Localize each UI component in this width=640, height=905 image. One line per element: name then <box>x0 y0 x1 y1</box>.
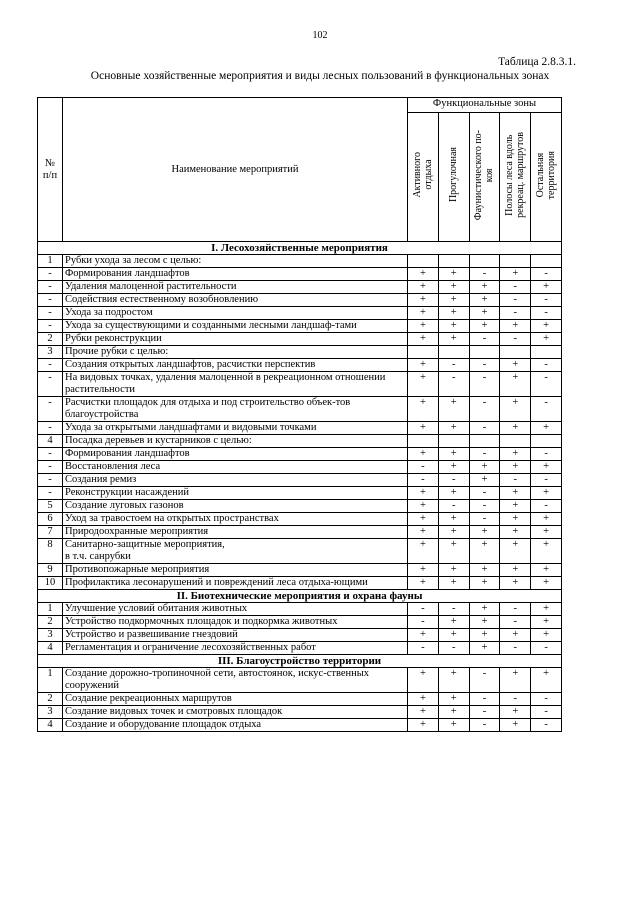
table-row <box>38 474 562 487</box>
table-row <box>38 642 562 655</box>
header-name: Наименование мероприятий <box>63 98 408 242</box>
row-name: Создание и оборудование площадок отдыха <box>63 719 408 732</box>
zone-mark: - <box>531 307 562 320</box>
zone-mark: + <box>408 513 439 526</box>
zone-mark: - <box>438 500 469 513</box>
row-name: Расчистки площадок для отдыха и под строительство объек-тов благоустройства <box>63 397 408 422</box>
row-name: Содействия естественному возобновлению <box>63 294 408 307</box>
table-row <box>38 719 562 732</box>
zone-mark: - <box>438 603 469 616</box>
table-row <box>38 307 562 320</box>
zone-mark: + <box>438 333 469 346</box>
zone-mark: - <box>469 397 500 422</box>
zone-mark: - <box>500 616 531 629</box>
zone-mark: - <box>531 719 562 732</box>
zone-mark: + <box>408 487 439 500</box>
zone-mark <box>531 255 562 268</box>
row-name: Восстановления леса <box>63 461 408 474</box>
page-number: 102 <box>312 30 328 41</box>
section-title: III. Благоустройство территории <box>38 655 562 668</box>
zone-mark <box>469 435 500 448</box>
zone-mark: - <box>408 603 439 616</box>
row-name: Уход за травостоем на открытых пространствах <box>63 513 408 526</box>
zone-mark: + <box>408 629 439 642</box>
row-number: 3 <box>38 346 63 359</box>
zone-mark: - <box>408 642 439 655</box>
zone-mark: + <box>500 461 531 474</box>
row-number: 5 <box>38 500 63 513</box>
zone-mark <box>500 346 531 359</box>
zone-mark: + <box>438 268 469 281</box>
section-header <box>38 242 562 255</box>
header-zone-walking: Прогулочная <box>438 113 469 242</box>
row-name: Природоохранные мероприятия <box>63 526 408 539</box>
zone-mark: + <box>500 719 531 732</box>
zone-mark <box>531 346 562 359</box>
table-row <box>38 320 562 333</box>
row-number: 9 <box>38 564 63 577</box>
table-row <box>38 513 562 526</box>
zone-mark: + <box>408 359 439 372</box>
zone-mark <box>438 435 469 448</box>
table-row <box>38 461 562 474</box>
zone-mark <box>438 346 469 359</box>
row-name: Улучшение условий обитания животных <box>63 603 408 616</box>
row-name: Создания ремиз <box>63 474 408 487</box>
zone-mark: + <box>500 359 531 372</box>
zone-mark: + <box>469 629 500 642</box>
zone-mark <box>408 346 439 359</box>
zone-mark: + <box>438 307 469 320</box>
zone-mark: + <box>408 281 439 294</box>
row-number: 6 <box>38 513 63 526</box>
zone-mark: + <box>408 397 439 422</box>
zone-mark: - <box>531 294 562 307</box>
zone-mark: - <box>469 706 500 719</box>
zone-mark: + <box>500 513 531 526</box>
table-row <box>38 526 562 539</box>
zone-mark: + <box>438 539 469 564</box>
zone-mark: + <box>500 487 531 500</box>
row-name: Ухода за подростом <box>63 307 408 320</box>
zone-mark: + <box>438 668 469 693</box>
table-row <box>38 435 562 448</box>
measures-table <box>37 97 562 732</box>
row-number: 4 <box>38 642 63 655</box>
zone-mark <box>500 435 531 448</box>
zone-mark: + <box>500 577 531 590</box>
zone-mark: + <box>469 281 500 294</box>
zone-mark: + <box>408 294 439 307</box>
row-name: Рубки реконструкции <box>63 333 408 346</box>
table-row <box>38 629 562 642</box>
zone-mark: - <box>531 500 562 513</box>
zone-mark: + <box>408 719 439 732</box>
zone-mark: + <box>531 281 562 294</box>
table-row <box>38 333 562 346</box>
zone-mark <box>408 435 439 448</box>
row-name: Формирования ландшафтов <box>63 268 408 281</box>
zone-mark: + <box>408 577 439 590</box>
zone-mark: - <box>469 513 500 526</box>
zone-mark: + <box>408 500 439 513</box>
table-body <box>38 242 562 732</box>
zone-mark: + <box>438 513 469 526</box>
row-number: - <box>38 294 63 307</box>
zone-mark: + <box>531 320 562 333</box>
row-name: Создание луговых газонов <box>63 500 408 513</box>
zone-mark: + <box>531 564 562 577</box>
row-number: 2 <box>38 616 63 629</box>
zone-mark: - <box>500 474 531 487</box>
row-number: 1 <box>38 603 63 616</box>
row-name: Рубки ухода за лесом с целью: <box>63 255 408 268</box>
zone-mark: + <box>438 616 469 629</box>
zone-mark <box>469 346 500 359</box>
row-number: 4 <box>38 719 63 732</box>
zone-mark: + <box>469 294 500 307</box>
row-number: - <box>38 307 63 320</box>
zone-mark: + <box>500 268 531 281</box>
table-row <box>38 577 562 590</box>
header-zone-other: Остальная территория <box>531 113 562 242</box>
zone-mark: + <box>408 706 439 719</box>
table-row <box>38 564 562 577</box>
zone-mark: - <box>469 693 500 706</box>
row-number: 2 <box>38 693 63 706</box>
zone-mark: - <box>469 487 500 500</box>
row-name: Посадка деревьев и кустарников с целью: <box>63 435 408 448</box>
zone-mark: + <box>438 719 469 732</box>
zone-mark: + <box>500 422 531 435</box>
zone-mark: + <box>500 668 531 693</box>
zone-mark: + <box>438 320 469 333</box>
zone-mark: + <box>469 577 500 590</box>
section-title: I. Лесохозяйственные мероприятия <box>38 242 562 255</box>
zone-mark: + <box>438 294 469 307</box>
row-number: 8 <box>38 539 63 564</box>
zone-mark: - <box>408 474 439 487</box>
zone-mark: - <box>531 372 562 397</box>
row-number: - <box>38 372 63 397</box>
row-number: - <box>38 474 63 487</box>
row-number: 1 <box>38 668 63 693</box>
table-row <box>38 397 562 422</box>
row-number: - <box>38 268 63 281</box>
header-zones-group: Функциональные зоны <box>408 98 562 113</box>
table-row <box>38 616 562 629</box>
zone-mark: - <box>438 642 469 655</box>
zone-mark: + <box>408 693 439 706</box>
zone-mark: + <box>531 629 562 642</box>
zone-mark: + <box>531 539 562 564</box>
zone-mark: + <box>438 564 469 577</box>
zone-mark: - <box>500 333 531 346</box>
zone-mark: + <box>438 577 469 590</box>
zone-mark: - <box>500 642 531 655</box>
row-name: На видовых точках, удаления малоценной в рекреационном отношении растительности <box>63 372 408 397</box>
zone-mark: + <box>500 500 531 513</box>
table-row <box>38 372 562 397</box>
zone-mark: - <box>469 500 500 513</box>
row-number: - <box>38 487 63 500</box>
zone-mark: + <box>408 268 439 281</box>
row-name: Создание дорожно-тропиночной сети, автостоянок, искус-ственных сооружений <box>63 668 408 693</box>
zone-mark <box>469 255 500 268</box>
table-row <box>38 603 562 616</box>
table-row <box>38 255 562 268</box>
zone-mark: - <box>469 448 500 461</box>
zone-mark: + <box>438 693 469 706</box>
zone-mark: + <box>500 526 531 539</box>
zone-mark: - <box>531 397 562 422</box>
zone-mark: - <box>469 333 500 346</box>
header-number: № п/п <box>38 98 63 242</box>
zone-mark: + <box>438 397 469 422</box>
row-number: - <box>38 461 63 474</box>
table-row <box>38 500 562 513</box>
row-name: Создания открытых ландшафтов, расчистки перспектив <box>63 359 408 372</box>
zone-mark: - <box>531 642 562 655</box>
row-name: Профилактика лесонарушений и повреждений леса отдыха-ющими <box>63 577 408 590</box>
zone-mark: + <box>408 333 439 346</box>
table-row <box>38 359 562 372</box>
zone-mark: + <box>531 577 562 590</box>
zone-mark: + <box>408 668 439 693</box>
zone-mark: - <box>500 693 531 706</box>
header-zone-active: Активного отдыха <box>408 113 439 242</box>
zone-mark <box>531 435 562 448</box>
row-number: 10 <box>38 577 63 590</box>
zone-mark: + <box>438 706 469 719</box>
row-name: Создание видовых точек и смотровых площадок <box>63 706 408 719</box>
zone-mark: + <box>531 333 562 346</box>
zone-mark: - <box>408 616 439 629</box>
row-name: Прочие рубки с целью: <box>63 346 408 359</box>
table-row <box>38 706 562 719</box>
zone-mark: + <box>500 539 531 564</box>
zone-mark: - <box>500 603 531 616</box>
zone-mark: + <box>469 539 500 564</box>
zone-mark: + <box>500 372 531 397</box>
zone-mark: + <box>500 564 531 577</box>
zone-mark: - <box>469 422 500 435</box>
zone-mark: + <box>438 281 469 294</box>
zone-mark: + <box>531 668 562 693</box>
header-zone-fauna: Фаунистического по- коя <box>469 113 500 242</box>
zone-mark: - <box>531 268 562 281</box>
table-row <box>38 422 562 435</box>
row-number: - <box>38 320 63 333</box>
zone-mark: + <box>469 474 500 487</box>
row-number: 2 <box>38 333 63 346</box>
zone-mark: - <box>531 693 562 706</box>
zone-mark: + <box>408 448 439 461</box>
zone-mark: + <box>531 526 562 539</box>
zone-mark: - <box>531 474 562 487</box>
zone-mark: - <box>438 359 469 372</box>
row-name: Устройство и развешивание гнездовий <box>63 629 408 642</box>
table-title: Основные хозяйственные мероприятия и виды лесных пользований в функциональных зонах <box>90 70 550 82</box>
table-row <box>38 487 562 500</box>
section-header <box>38 590 562 603</box>
row-name: Удаления малоценной растительности <box>63 281 408 294</box>
zone-mark: + <box>408 307 439 320</box>
zone-mark: - <box>469 268 500 281</box>
zone-mark <box>408 255 439 268</box>
zone-mark: + <box>438 448 469 461</box>
row-name: Регламентация и ограничение лесохозяйственных работ <box>63 642 408 655</box>
row-number: - <box>38 397 63 422</box>
row-number: - <box>38 448 63 461</box>
row-number: - <box>38 422 63 435</box>
zone-mark: - <box>500 281 531 294</box>
row-name: Реконструкции насаждений <box>63 487 408 500</box>
zone-mark: - <box>408 461 439 474</box>
zone-mark: - <box>469 719 500 732</box>
row-number: 3 <box>38 629 63 642</box>
zone-mark: + <box>408 372 439 397</box>
zone-mark: + <box>531 461 562 474</box>
zone-mark: + <box>469 307 500 320</box>
row-name: Ухода за открытыми ландшафтами и видовыми точками <box>63 422 408 435</box>
zone-mark: - <box>469 372 500 397</box>
zone-mark: + <box>469 642 500 655</box>
row-name: Противопожарные мероприятия <box>63 564 408 577</box>
zone-mark: + <box>408 526 439 539</box>
table-row <box>38 346 562 359</box>
zone-mark: - <box>500 294 531 307</box>
table-row <box>38 693 562 706</box>
table-row <box>38 448 562 461</box>
row-number: 4 <box>38 435 63 448</box>
table-row <box>38 294 562 307</box>
zone-mark: + <box>408 539 439 564</box>
zone-mark: + <box>500 629 531 642</box>
zone-mark: + <box>438 629 469 642</box>
zone-mark: + <box>500 706 531 719</box>
zone-mark: + <box>469 526 500 539</box>
zone-mark: + <box>408 422 439 435</box>
row-number: - <box>38 359 63 372</box>
table-row <box>38 281 562 294</box>
zone-mark: - <box>438 372 469 397</box>
zone-mark: + <box>500 448 531 461</box>
row-number: - <box>38 281 63 294</box>
zone-mark: + <box>469 461 500 474</box>
header-zone-strips: Полосы леса вдоль рекреац. маршрутов <box>500 113 531 242</box>
zone-mark: - <box>500 307 531 320</box>
row-name: Ухода за существующими и созданными лесными ландшаф-тами <box>63 320 408 333</box>
zone-mark: + <box>531 603 562 616</box>
section-title: II. Биотехнические мероприятия и охрана фауны <box>38 590 562 603</box>
zone-mark: + <box>469 320 500 333</box>
zone-mark: - <box>438 474 469 487</box>
zone-mark: + <box>438 487 469 500</box>
zone-mark: + <box>531 513 562 526</box>
zone-mark: + <box>408 320 439 333</box>
row-number: 3 <box>38 706 63 719</box>
zone-mark: + <box>531 422 562 435</box>
zone-mark: + <box>469 564 500 577</box>
row-name: Формирования ландшафтов <box>63 448 408 461</box>
table-row <box>38 539 562 564</box>
zone-mark: + <box>438 461 469 474</box>
row-number: 7 <box>38 526 63 539</box>
zone-mark: + <box>438 526 469 539</box>
zone-mark <box>500 255 531 268</box>
zone-mark: + <box>469 603 500 616</box>
row-number: 1 <box>38 255 63 268</box>
row-name: Создание рекреационных маршрутов <box>63 693 408 706</box>
zone-mark: - <box>469 359 500 372</box>
zone-mark: + <box>438 422 469 435</box>
zone-mark: + <box>500 320 531 333</box>
section-header <box>38 655 562 668</box>
zone-mark: + <box>408 564 439 577</box>
zone-mark: + <box>531 487 562 500</box>
table-number: Таблица 2.8.3.1. <box>498 56 576 68</box>
zone-mark <box>438 255 469 268</box>
zone-mark: + <box>531 616 562 629</box>
row-name: Устройство подкормочных площадок и подкормка животных <box>63 616 408 629</box>
table-row <box>38 268 562 281</box>
row-name: Санитарно-защитные мероприятия, в т.ч. санрубки <box>63 539 408 564</box>
zone-mark: - <box>531 448 562 461</box>
zone-mark: + <box>469 616 500 629</box>
zone-mark: - <box>531 706 562 719</box>
zone-mark: + <box>500 397 531 422</box>
zone-mark: - <box>531 359 562 372</box>
zone-mark: - <box>469 668 500 693</box>
table-row <box>38 668 562 693</box>
